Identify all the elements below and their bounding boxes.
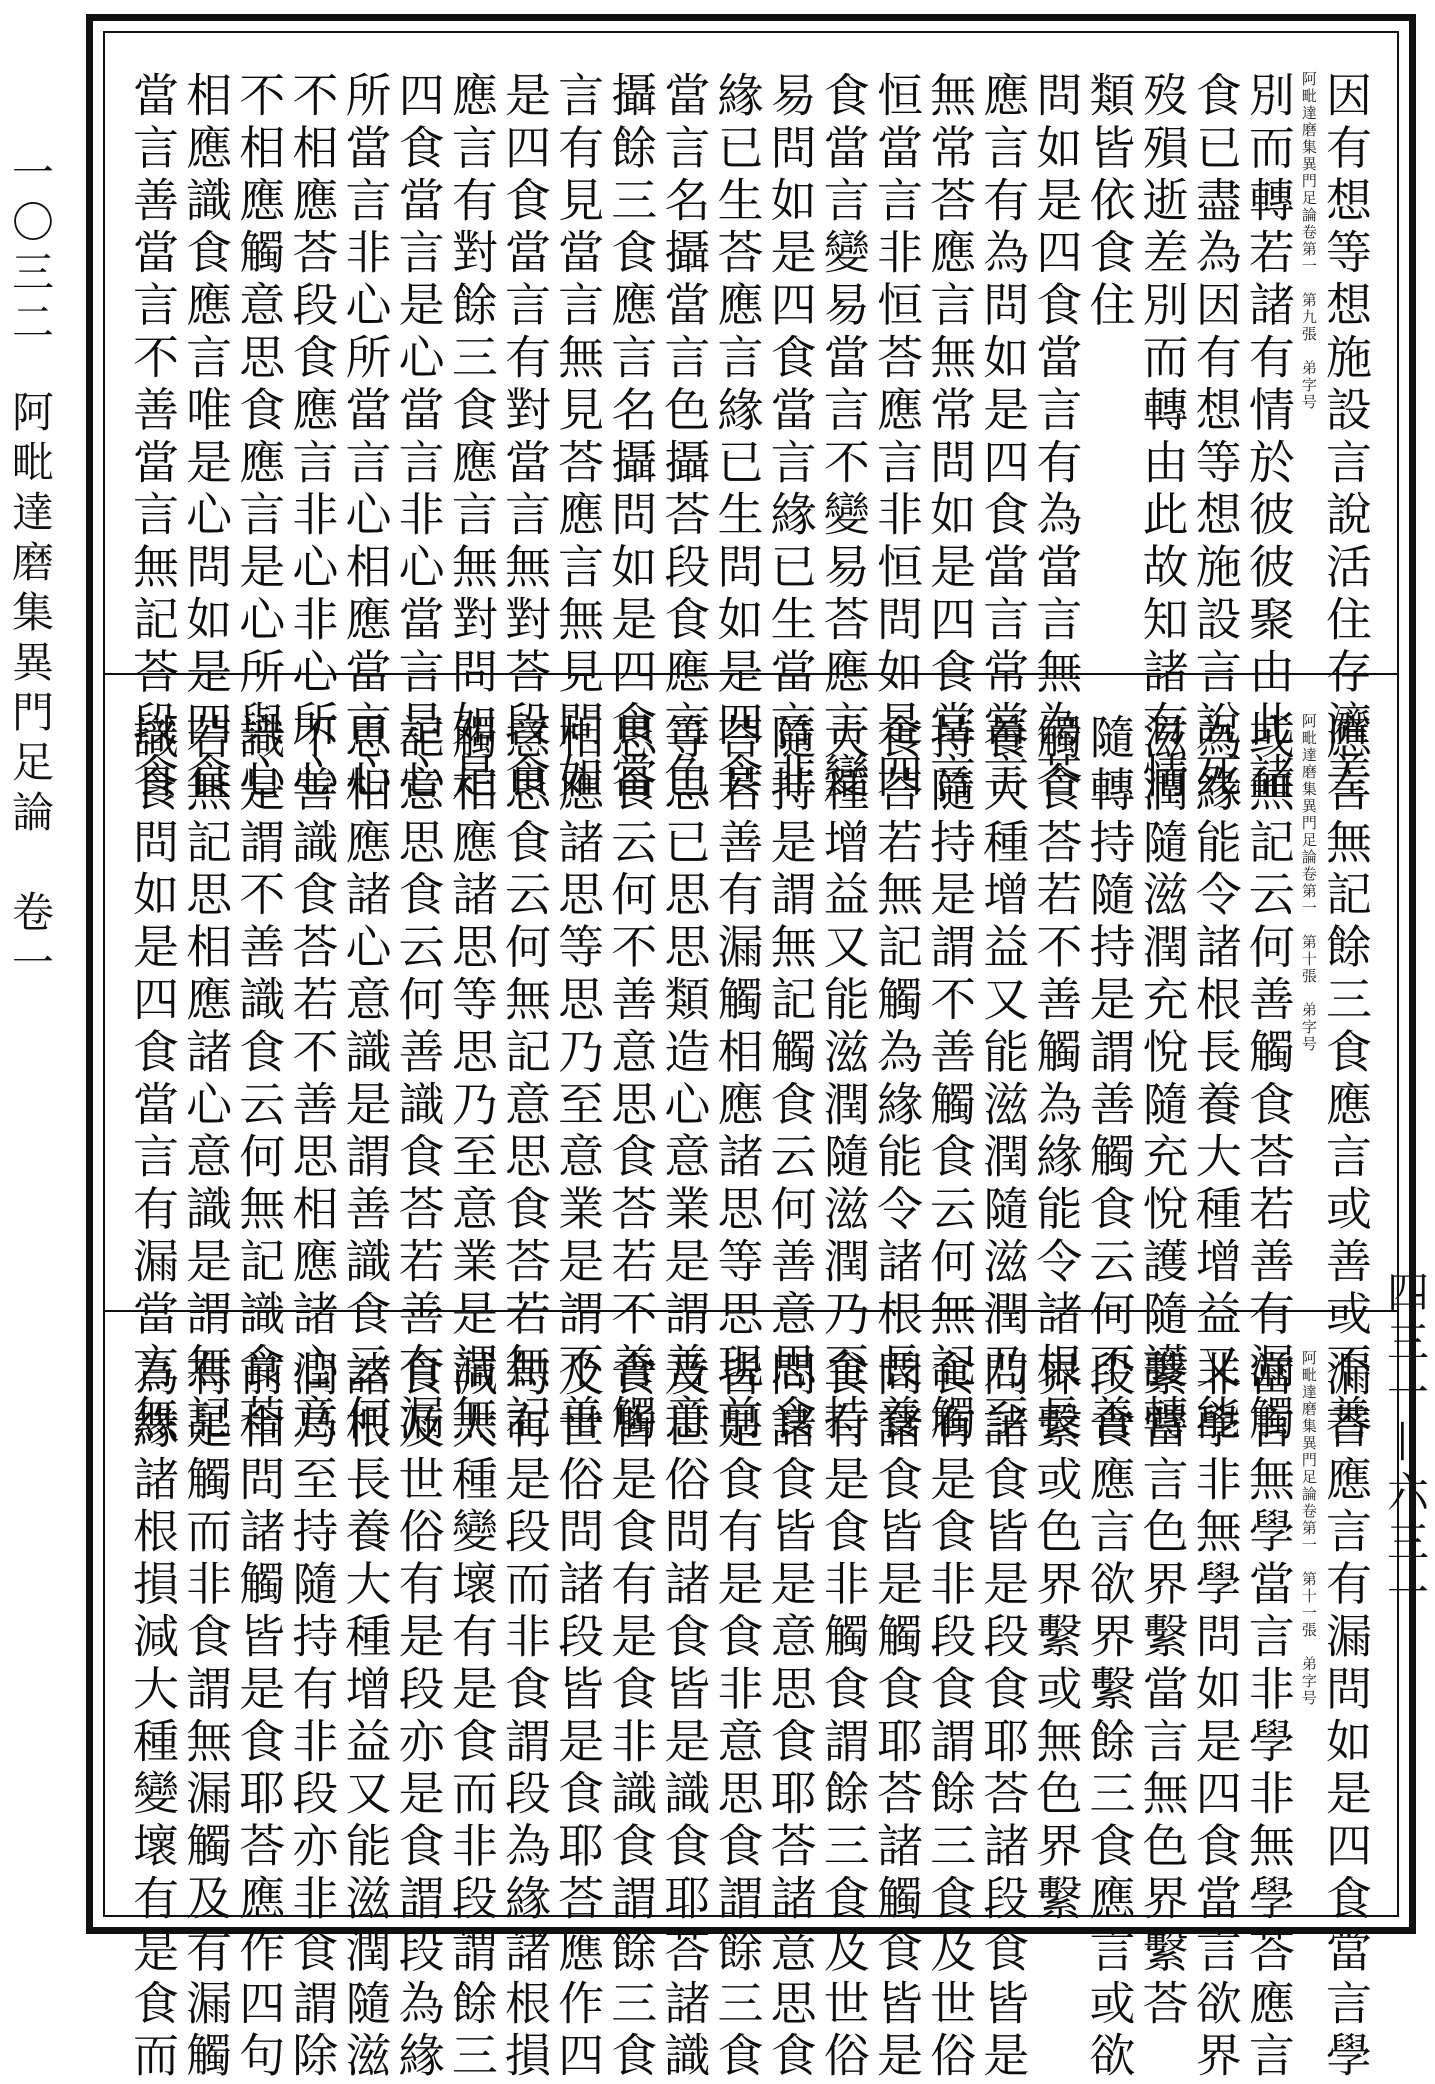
text-column: 易問如是四食當言緣已生當言非 <box>763 71 818 805</box>
page-frame-inner <box>103 31 1399 2084</box>
text-column: 繫當言色界繫當言無色界繫荅 <box>1135 1350 1190 2032</box>
text-column: 有是觸而非食謂無漏觸及有漏觸 <box>179 1350 234 2084</box>
text-column: 應言有對餘三食應言無對問如是 <box>444 71 499 805</box>
text-column: 相應識食應言唯是心問如是四食 <box>179 71 234 805</box>
text-column: 不相應觸意思食應言是心所與心 <box>232 71 287 805</box>
text-column: 界繫或色界繫或無色界繫 <box>1029 1350 1084 1927</box>
text-column: 潤乃至持隨持有非段亦非食謂除 <box>285 1350 340 2084</box>
text-column: 別而轉若諸有情於彼彼聚由此諸 <box>1241 71 1296 805</box>
text-column: 思相應諸心意識是謂善識食云何 <box>338 713 393 1447</box>
text-column: 持隨持是謂不善觸食云何無記觸 <box>923 713 978 1447</box>
text-column: 言有見當言無見荅應言無見問如 <box>551 71 606 805</box>
left-book-title: 阿毗達磨集異門足論 卷一 <box>6 390 55 990</box>
text-column: 思食云何不善意思食荅若不善觸 <box>604 713 659 1447</box>
text-column: 記意思食云何善識食荅若善有漏 <box>391 713 446 1447</box>
text-column: 問如是四食當言有為當言無為荅 <box>1029 71 1084 805</box>
text-column: 滋潤隨滋潤充悅隨充悅護隨護轉 <box>1135 713 1190 1447</box>
text-column: 食有是食非段食謂餘三食及世俗 <box>923 1350 978 2084</box>
text-column: 所當言非心所當言心相應當言心 <box>338 71 393 805</box>
text-column: 緣已生荅應言緣已生問如是四食 <box>710 71 765 805</box>
text-column: 歿殞逝差別而轉由此故知諸有情 <box>1135 71 1190 805</box>
text-column: 為緣能令諸根長養大種增益又能 <box>1188 713 1243 1447</box>
panel-header: 阿毗達磨集異門足論卷第一 第十一張 弟字号 <box>1299 1350 1318 1707</box>
text-column: 句有是段而非食謂段為緣諸根損 <box>497 1350 552 2084</box>
text-column: 無常荅應言無常問如是四食當言 <box>923 71 978 805</box>
text-column: 隨轉持隨持是謂善觸食云何不善 <box>1082 713 1137 1447</box>
text-column: 攝餘三食應言名攝問如是四食當 <box>604 71 659 805</box>
text-column: 問諸食皆是意思食耶荅諸意思食 <box>763 1350 818 2084</box>
text-column: 食當言變易當言不變易荅應言變 <box>816 71 871 805</box>
left-margin <box>0 150 60 1800</box>
text-column: 不善識食荅若不善思相應諸心意 <box>285 713 340 1447</box>
text-column: 或無記云何善觸食荅若善有漏觸 <box>1241 713 1296 1447</box>
text-panel-3 <box>105 1310 1397 2084</box>
text-column: 是四食當言有對當言無對荅段食 <box>497 71 552 805</box>
text-column: 應言有為問如是四食當言常當言 <box>976 71 1031 805</box>
text-column: 觸相應諸思等思乃至意業是謂無 <box>444 713 499 1447</box>
panel-header: 阿毗達磨集異門足論卷第一 第十張 弟字号 <box>1299 713 1318 1053</box>
text-column: 食荅若無記觸為緣能令諸根長養 <box>869 713 924 1447</box>
text-column: 食有是食非觸食謂餘三食及世俗 <box>816 1350 871 2084</box>
text-column: 觸食荅若不善觸為緣能令諸根長 <box>1029 713 1084 1447</box>
text-column: 食已盡為因有想等想施設言說死 <box>1188 71 1243 805</box>
text-column: 養大種增益又能滋潤隨滋潤乃至 <box>976 713 1031 1447</box>
text-column: 相應諸思等思乃至意業是謂不善 <box>551 713 606 1447</box>
text-column: 非學非無學問如是四食當言欲界 <box>1188 1350 1243 2084</box>
text-column: 食及世俗有是段亦是食謂段為緣 <box>391 1350 446 2084</box>
text-column: 應言無記餘三食應言或善或不善 <box>1319 713 1373 1447</box>
text-column: 食皆是食有是食非識食謂餘三食 <box>604 1350 659 2084</box>
text-column: 問諸食皆是觸食耶荅諸觸食皆是 <box>869 1350 924 2084</box>
text-column: 當言無學當言非學非無學荅應言 <box>1241 1350 1296 2084</box>
left-page-number: 一〇三二 <box>6 150 55 350</box>
text-column: 漏荅應言有漏問如是四食當言學 <box>1319 1350 1373 2084</box>
text-column: 為緣諸根損減大種變壞有是食而 <box>125 1350 180 2084</box>
text-column: 問諸食皆是段食耶荅諸段食皆是 <box>976 1350 1031 2084</box>
text-column: 及世俗問諸食皆是識食耶荅諸識 <box>657 1350 712 2084</box>
text-column: 若無記思相應諸心意識是謂無記 <box>179 713 234 1447</box>
text-column: 當言善當言不善當言無記荅段食 <box>125 71 180 805</box>
text-column: 減大種變壞有是食而非段謂餘三 <box>444 1350 499 2084</box>
text-column: 隨持是謂無記觸食云何善意思食 <box>763 713 818 1447</box>
text-column: 不相應荅段食應言非心非心所心 <box>285 71 340 805</box>
text-column: 大種增益又能滋潤隨滋潤乃至持 <box>816 713 871 1447</box>
text-column: 因有想等想施設言說活住存濟差 <box>1319 71 1373 805</box>
text-column: 荅若善有漏觸相應諸思等思現前 <box>710 713 765 1447</box>
text-column: 類皆依食住 <box>1082 71 1137 333</box>
text-column: 及世俗問諸段皆是食耶荅應作四 <box>551 1350 606 2084</box>
text-column: 皆是食有是食非意思食謂餘三食 <box>710 1350 765 2084</box>
panel-header: 阿毗達磨集異門足論卷第一 第九張 弟字号 <box>1299 71 1318 411</box>
text-panel-1 <box>105 33 1397 805</box>
text-column: 等思已思思類造心意業是謂善意 <box>657 713 712 1447</box>
text-column: 四食當言是心當言非心當言是心 <box>391 71 446 805</box>
page-frame <box>86 14 1416 2084</box>
text-column: 識是謂不善識食云何無記識食荅 <box>232 713 287 1447</box>
text-column: 前相問諸觸皆是食耶荅應作四句 <box>232 1350 287 2084</box>
right-page-number: 四三一—六三一 <box>1381 1270 1430 1620</box>
text-column: 當言名攝當言色攝荅段食應言色 <box>657 71 712 805</box>
text-column: 諸根長養大種增益又能滋潤隨滋 <box>338 1350 393 2084</box>
text-column: 段食應言欲界繫餘三食應言或欲 <box>1082 1350 1137 2084</box>
text-column: 恒當言非恒荅應言非恒問如是四 <box>869 71 924 805</box>
text-column: 意思食云何無記意思食荅若無記 <box>497 713 552 1447</box>
text-panel-2 <box>105 673 1397 1447</box>
text-column: 識食問如是四食當言有漏當言無 <box>125 713 180 1447</box>
